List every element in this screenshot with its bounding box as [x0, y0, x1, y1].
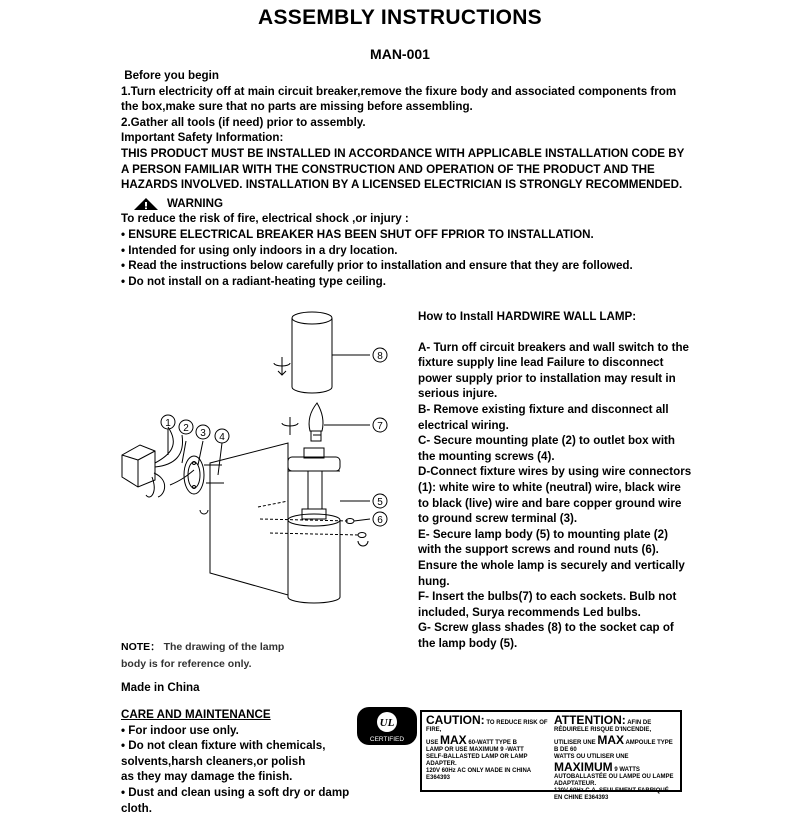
warning-bullet: • Intended for using only indoors in a dry location. [121, 243, 398, 257]
intro-section [121, 68, 691, 289]
attention-head-tail: AFIN DE RÉDUIRELE RISQUE D'INCENDIE, [554, 720, 652, 733]
caution-head-tail: TO REDUCE RISK OF FIRE, [426, 720, 548, 733]
caution-french [554, 714, 678, 802]
made-in: Made in China [121, 681, 200, 694]
install-section [418, 309, 693, 651]
warning-bullet: • ENSURE ELECTRICAL BREAKER HAS BEEN SHUT OFF FPRIOR TO INSTALLATION. [121, 227, 594, 241]
callout-4: 4 [219, 432, 225, 443]
drawing-note [121, 639, 381, 673]
attention-line-2: UTILISER UNE [554, 740, 596, 746]
caution-english [426, 714, 550, 782]
lamp-body-part [210, 443, 340, 603]
caution-use: USE [426, 740, 439, 746]
caution-line-4: SELF-BALLASTED LAMP OR LAMP ADAPTER. [426, 754, 528, 767]
callout-2: 2 [183, 423, 189, 434]
step-2: 2.Gather all tools (if need) prior to assembly. [121, 115, 366, 129]
warning-heading [121, 196, 691, 212]
note-line-1: The drawing of the lamp [163, 641, 285, 653]
callout-5: 5 [377, 497, 383, 508]
safety-heading: Important Safety Information: [121, 131, 284, 145]
caution-title: CAUTION: [426, 713, 485, 727]
install-step: A- Turn off circuit breakers and wall switch to the fixture supply line lead Failure to disconnect power supply prior to installation may result in serious injure. [418, 340, 689, 401]
install-step: F- Insert the bulbs(7) to each sockets. Bulb not included, Surya recommends Led bulbs. [418, 590, 677, 619]
ul-certified-badge [356, 706, 418, 746]
candle-bulb-part [309, 403, 323, 441]
callout-7: 7 [377, 421, 383, 432]
callout-3: 3 [200, 428, 206, 439]
caution-max-tail: 60-WATT TYPE B [468, 740, 517, 746]
glass-shade-part [292, 312, 332, 393]
attention-line-5: 120V 60Hz C.A. SEULEMENT FABRIQUÉ EN CHINE E364393 [554, 788, 669, 801]
care-item: • For indoor use only. [121, 723, 239, 737]
install-step: G- Screw glass shades (8) to the socket cap of the lamp body (5). [418, 621, 674, 650]
ul-caution-label [420, 710, 682, 801]
warning-intro: To reduce the risk of fire, electrical shock ,or injury : [121, 212, 409, 226]
lamp-exploded-diagram [110, 305, 410, 635]
callout-6: 6 [377, 515, 383, 526]
install-step: C- Secure mounting plate (2) to outlet box with the mounting screws (4). [418, 434, 675, 463]
care-item: • Do not clean fixture with chemicals, solvents,harsh cleaners,or polish [121, 739, 326, 768]
warning-label: WARNING [167, 196, 224, 210]
attention-title: ATTENTION: [554, 713, 626, 727]
warning-bullet: • Do not install on a radiant-heating type ceiling. [121, 274, 386, 288]
step-1: 1.Turn electricity off at main circuit breaker,remove the fixure body and associated components from the box,make sure that no parts are missing before assembling. [121, 84, 677, 114]
care-item: • Dust and clean using a soft dry or damp cloth. [121, 785, 350, 815]
care-item: as they may damage the finish. [121, 770, 293, 784]
install-step: D-Connect fixture wires by using wire connectors (1): white wire to white (neutral) wire, black wire to black (live) wire and bare copper ground wire to ground screw terminal (3). [418, 465, 692, 526]
warning-bullet: • Read the instructions below carefully prior to installation and ensure that they are followed. [121, 259, 633, 273]
install-step: E- Secure lamp body (5) to mounting plate (2) with the support screws and round nuts (6). Ensure the whole lamp is securely and vertically hung. [418, 527, 685, 588]
model-number: MAN-001 [370, 46, 430, 62]
attention-line-3-tail: 9 WATTS [614, 767, 640, 773]
safety-text: THIS PRODUCT MUST BE INSTALLED IN ACCORDANCE WITH APPLICABLE INSTALLATION CODE BY A PERSON FAMILIAR WITH THE CONSTRUCTION AND OPERATION OF THE PRODUCT AND THE HAZARDS INVOLVED. INSTALLATION BY A LICENSED ELECTRICIAN IS STRONGLY RECOMMENDED. [121, 146, 685, 192]
note-line-2: body is for reference only. [121, 658, 252, 670]
ul-certified-text: CERTIFIED [369, 736, 405, 743]
ul-mark: UL [379, 717, 395, 729]
document-title: ASSEMBLY INSTRUCTIONS [257, 6, 542, 29]
attention-line-4: AUTOBALLASTÉE OU LAMPE OU LAMPE ADAPTATEUR. [554, 774, 674, 787]
callout-8: 8 [377, 351, 383, 362]
install-step: B- Remove existing fixture and disconnect all electrical wiring. [418, 402, 669, 432]
warning-triangle-icon [133, 197, 159, 211]
caution-line-3: LAMP OR USE MAXIMUM 9 -WATT [426, 747, 524, 753]
attention-line-3: WATTS OU UTILISER UNE [554, 754, 629, 760]
attention-max: MAX [597, 733, 625, 747]
before-heading: Before you begin [121, 69, 219, 82]
caution-max: MAX [440, 733, 467, 747]
note-label: NOTE： [121, 641, 161, 653]
caution-line-5: 120V 60Hz AC ONLY MADE IN CHINA E364393 [426, 768, 531, 781]
attention-maximum: MAXIMUM [554, 760, 613, 774]
care-heading: CARE AND MAINTENANCE [121, 708, 271, 721]
callout-1: 1 [165, 418, 171, 429]
outlet-box-part [122, 445, 155, 487]
install-heading: How to Install HARDWIRE WALL LAMP: [418, 310, 637, 323]
attention-line-2-tail: AMPOULE TYPE B DE 60 [554, 740, 673, 753]
